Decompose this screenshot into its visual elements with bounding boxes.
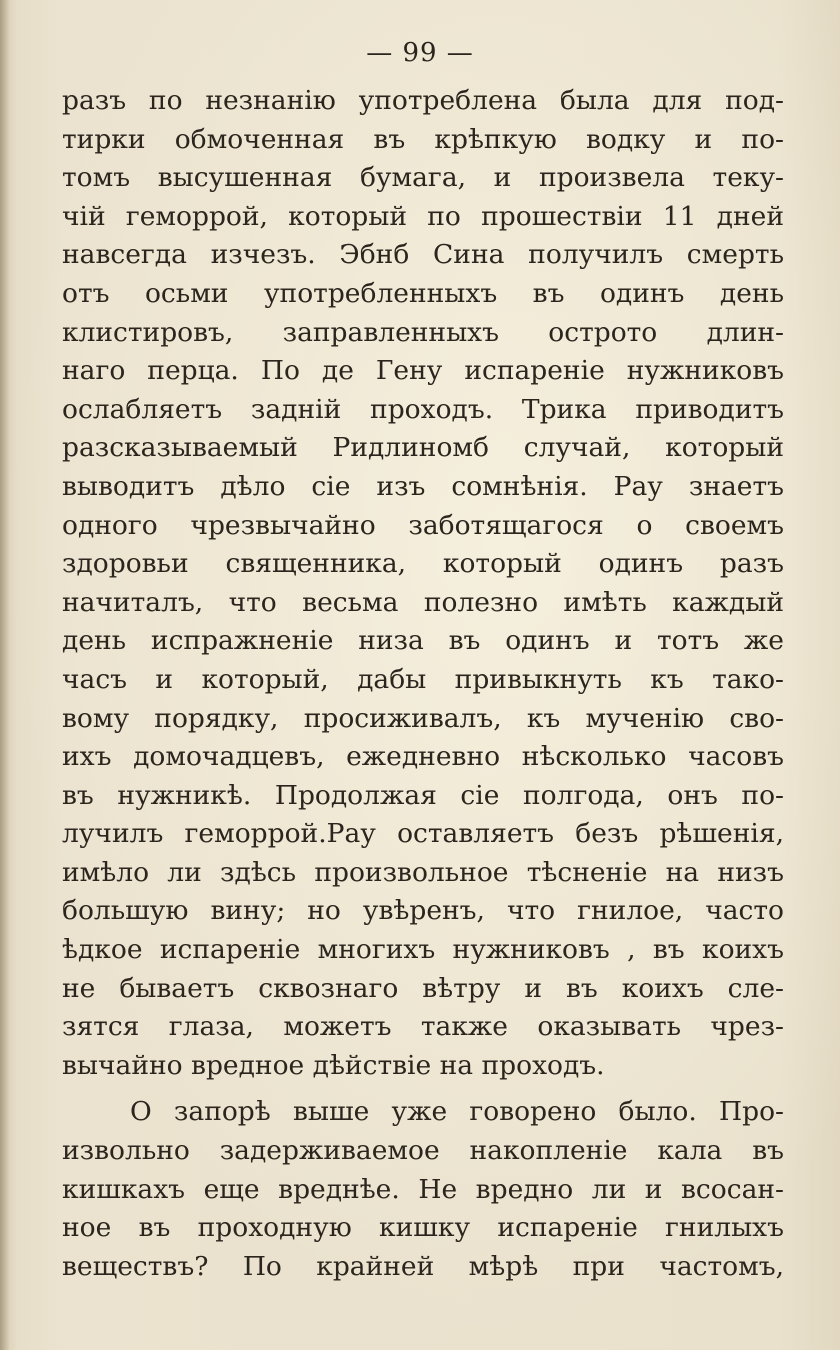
text-line: извольно задерживаемое накопленіе кала въ xyxy=(62,1135,784,1167)
text-line: ослабляетъ задній проходъ. Трика приводитъ xyxy=(62,393,784,425)
text-line: одного чрезвычайно заботящагося о своемъ xyxy=(62,509,784,541)
text-line: лучилъ геморрой.Рау оставляетъ безъ рѣшенія, xyxy=(62,818,784,850)
text-line: день испражненіе низа въ одинъ и тотъ же xyxy=(62,625,784,657)
text-line: вому порядку, просиживалъ, къ мученію сво- xyxy=(62,702,784,734)
text-line: ѣдкое испареніе многихъ нужниковъ , въ коихъ xyxy=(62,934,784,966)
text-line: навсегда изчезъ. Эбнб Сина получилъ смерть xyxy=(62,239,784,271)
text-line: томъ высушенная бумага, и произвела теку- xyxy=(62,162,784,194)
paragraph-last-line: вычайно вредное дѣйствіе на проходъ. xyxy=(62,1049,605,1081)
text-line: клистировъ, заправленныхъ острото длин- xyxy=(62,316,784,348)
text-line: въ нужникѣ. Продолжая сіе полгода, онъ по- xyxy=(62,779,784,811)
text-line: зятся глаза, можетъ также оказывать чрез- xyxy=(62,1011,784,1043)
text-line: имѣло ли здѣсь произвольное тѣсненіе на низъ xyxy=(62,856,784,888)
text-line: начиталъ, что весьма полезно имѣть каждый xyxy=(62,586,784,618)
page-number: — 99 — xyxy=(366,38,474,68)
text-line: ихъ домочадцевъ, ежедневно нѣсколько часовъ xyxy=(62,741,784,773)
text-line: веществъ? По крайней мѣрѣ при частомъ, xyxy=(62,1250,784,1282)
body-text xyxy=(62,82,784,1286)
text-line: наго перца. По де Гену испареніе нужниковъ xyxy=(62,355,784,387)
text-line: тирки обмоченная въ крѣпкую водку и по- xyxy=(62,123,784,155)
text-line: большую вину; но увѣренъ, что гнилое, часто xyxy=(62,895,784,927)
paragraph-first-line: О запорѣ выше уже говорено было. Про- xyxy=(130,1096,784,1128)
text-line: выводитъ дѣло сіе изъ сомнѣнія. Рау знаетъ xyxy=(62,470,784,502)
text-line: кишкахъ еще вреднѣе. Не вредно ли и всосан- xyxy=(62,1173,784,1205)
text-line: часъ и который, дабы привыкнуть къ тако- xyxy=(62,663,784,695)
text-line: разъ по незнанію употреблена была для под- xyxy=(62,85,784,116)
text-line: отъ осьми употребленныхъ въ одинъ день xyxy=(62,277,784,309)
page-edge-shadow xyxy=(0,0,10,1350)
text-line: чій геморрой, который по прошествіи 11 дней xyxy=(62,200,784,232)
text-line: разсказываемый Ридлиномб случай, который xyxy=(62,432,784,464)
text-line: ное въ проходную кишку испареніе гнилыхъ xyxy=(62,1212,784,1244)
text-line: не бываетъ сквознаго вѣтру и въ коихъ сле- xyxy=(62,972,784,1004)
text-line: здоровьи священника, который одинъ разъ xyxy=(62,548,784,580)
